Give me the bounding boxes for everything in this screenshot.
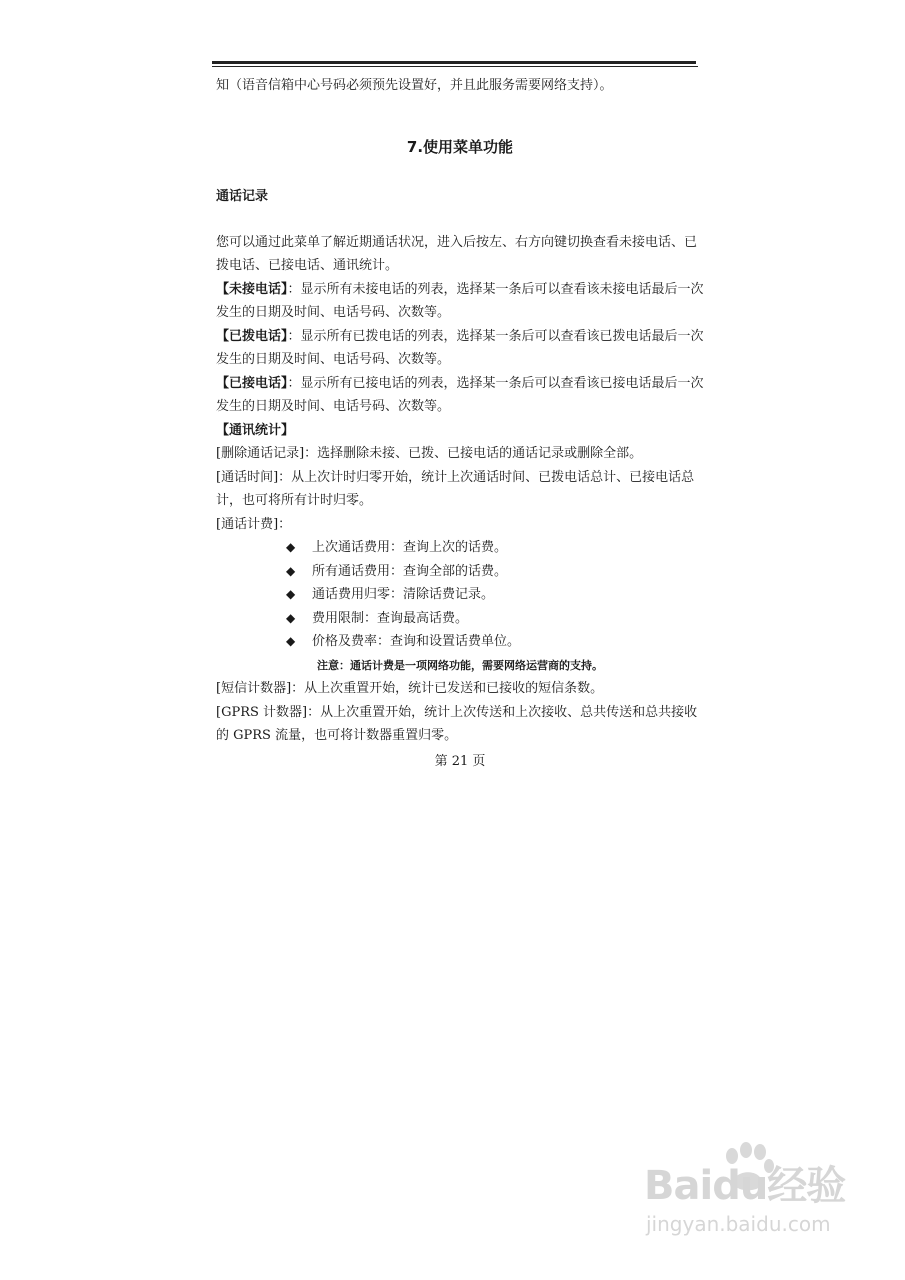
stats-title: 【通讯统计】 (216, 422, 295, 438)
billing-note: 注意：通话计费是一项网络功能，需要网络运营商的支持。 (317, 658, 603, 672)
baidu-watermark (640, 1148, 870, 1248)
stats-delete-records: [删除通话记录]：选择删除未接、已拨、已接电话的通话记录或删除全部。 (216, 446, 643, 461)
chapter-title: 7.使用菜单功能 (406, 137, 514, 156)
item-dialed-calls (216, 325, 704, 372)
billing-list (216, 536, 704, 654)
item-text: ：显示所有已接电话的列表，选择某一条后可以查看该已接电话最后一次发生的日期及时间、电话号码、次数等。 (216, 375, 704, 414)
header-rule-thin (212, 66, 698, 67)
item-label: 【未接电话】 (216, 281, 288, 297)
list-item: ◆ 价格及费率：查询和设置话费单位。 (286, 630, 704, 654)
item-received-calls (216, 372, 704, 419)
section-title: 通话记录 (216, 189, 269, 204)
watermark-brand: Baidu经验 (644, 1163, 846, 1209)
item-label: 【已拨电话】 (216, 328, 288, 344)
watermark-url: jingyan.baidu.com (646, 1212, 831, 1236)
list-item: ◆ 通话费用归零：清除话费记录。 (286, 583, 704, 607)
list-item: ◆ 费用限制：查询最高话费。 (286, 607, 704, 631)
diamond-bullet-icon: ◆ (286, 610, 296, 625)
item-text: ：显示所有未接电话的列表，选择某一条后可以查看该未接电话最后一次发生的日期及时间、电话号码、次数等。 (216, 281, 704, 320)
header-rule-thick (212, 61, 696, 64)
list-item: ◆ 上次通话费用：查询上次的话费。 (286, 536, 704, 560)
page-number: 第 21 页 (434, 753, 486, 769)
diamond-bullet-icon: ◆ (286, 540, 296, 554)
diamond-bullet-icon: ◆ (286, 587, 296, 601)
item-text: ：显示所有已拨电话的列表，选择某一条后可以查看该已拨电话最后一次发生的日期及时间、电话号码、次数等。 (216, 328, 704, 367)
item-missed-calls (216, 278, 704, 325)
header-continuation: 知（语音信箱中心号码必须预先设置好，并且此服务需要网络支持）。 (216, 78, 613, 93)
stats-call-time: [通话时间]：从上次计时归零开始，统计上次通话时间、已拨电话总计、已接电话总计，也可将所有计时归零。 (216, 469, 695, 508)
sms-counter: [短信计数器]：从上次重置开始，统计已发送和已接收的短信条数。 (216, 681, 604, 696)
item-label: 【已接电话】 (216, 375, 288, 391)
list-item: ◆ 所有通话费用：查询全部的话费。 (286, 560, 704, 584)
intro-paragraph: 您可以通过此菜单了解近期通话状况，进入后按左、右方向键切换查看未接电话、已拨电话、已接电话、通讯统计。 (216, 234, 698, 273)
gprs-counter: [GPRS 计数器]：从上次重置开始，统计上次传送和上次接收、总共传送和总共接收的 GPRS 流量，也可将计数器重置归零。 (216, 704, 698, 743)
diamond-bullet-icon: ◆ (286, 563, 296, 578)
diamond-bullet-icon: ◆ (286, 634, 296, 648)
stats-call-billing: [通话计费]： (216, 516, 292, 532)
document-body (216, 74, 704, 773)
